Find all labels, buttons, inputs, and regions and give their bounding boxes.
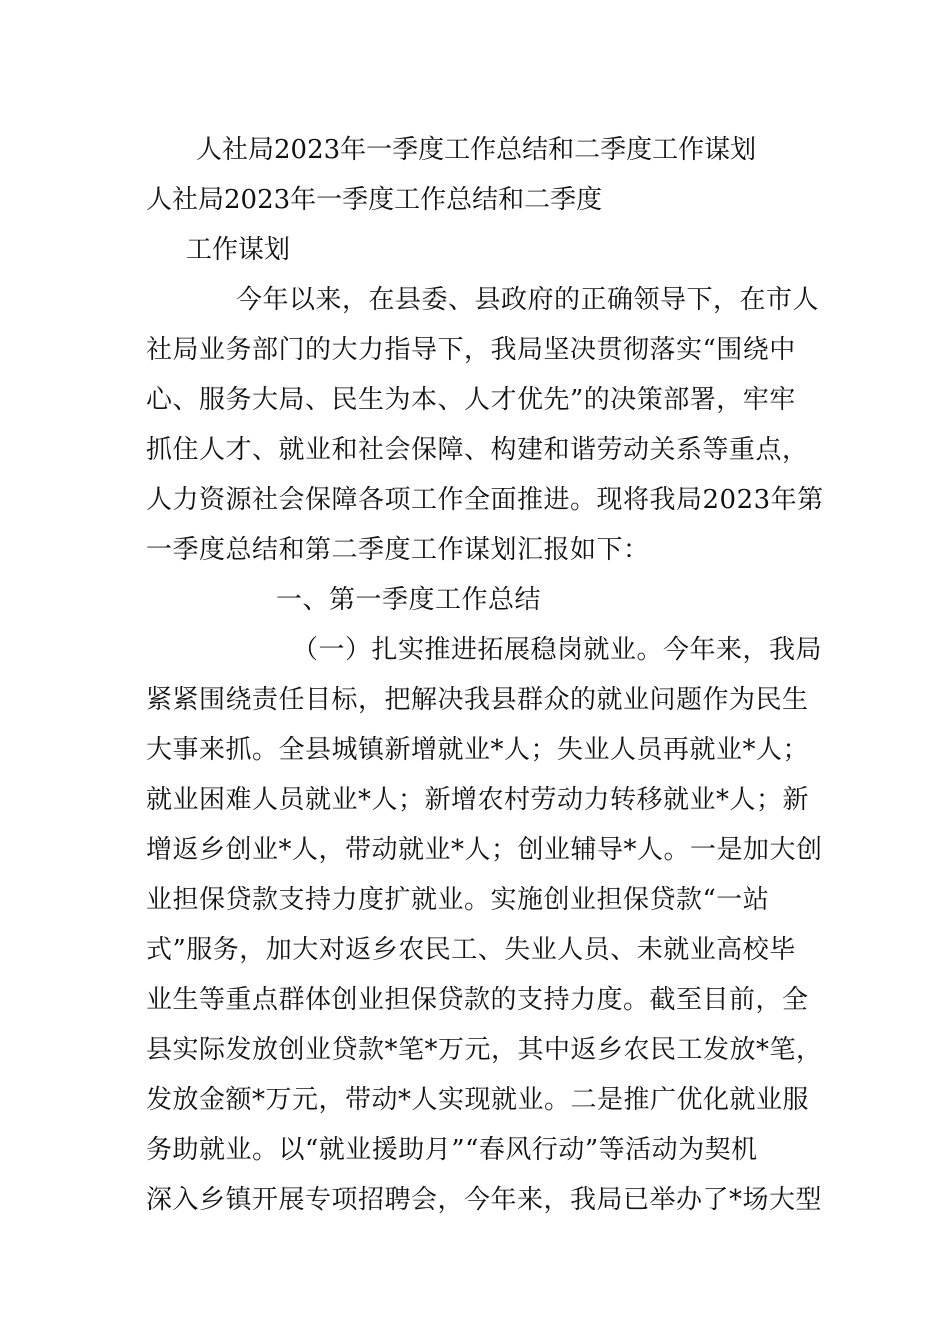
document-title: 人社局2023年一季度工作总结和二季度工作谋划 (196, 135, 757, 165)
intro-line: 社局业务部门的大力指导下，我局坚决贯彻落实“围绕中 (146, 335, 796, 365)
body-line: （一）扎实推进拓展稳岗就业。今年来，我局 (292, 635, 823, 665)
body-line: 业生等重点群体创业担保贷款的支持力度。截至目前，全 (146, 985, 809, 1015)
body-line: 式”服务，加大对返乡农民工、失业人员、未就业高校毕 (146, 935, 796, 965)
document-subtitle-line-1: 人社局2023年一季度工作总结和二季度 (146, 185, 603, 215)
intro-line: 今年以来，在县委、县政府的正确领导下，在市人 (236, 285, 820, 315)
body-line: 深入乡镇开展专项招聘会，今年来，我局已举办了*场大型 (146, 1185, 823, 1215)
body-line: 县实际发放创业贷款*笔*万元，其中返乡农民工发放*笔， (146, 1035, 823, 1065)
body-line: 务助就业。以“就业援助月”“春风行动”等活动为契机 (146, 1135, 758, 1165)
body-line: 就业困难人员就业*人；新增农村劳动力转移就业*人；新 (146, 785, 810, 815)
intro-line: 抓住人才、就业和社会保障、构建和谐劳动关系等重点， (146, 435, 809, 465)
body-line: 发放金额*万元，带动*人实现就业。二是推广优化就业服 (146, 1085, 810, 1115)
body-line: 增返乡创业*人，带动就业*人；创业辅导*人。一是加大创 (146, 835, 823, 865)
body-line: 业担保贷款支持力度扩就业。实施创业担保贷款“一站 (146, 885, 770, 915)
body-line: 紧紧围绕责任目标，把解决我县群众的就业问题作为民生 (146, 685, 809, 715)
document-subtitle-line-2: 工作谋划 (186, 235, 291, 265)
intro-line: 心、服务大局、民生为本、人才优先”的决策部署，牢牢 (146, 385, 796, 415)
body-line: 大事来抓。全县城镇新增就业*人；失业人员再就业*人； (146, 735, 810, 765)
intro-line: 人力资源社会保障各项工作全面推进。现将我局2023年第 (146, 485, 824, 515)
intro-line: 一季度总结和第二季度工作谋划汇报如下： (146, 535, 650, 565)
section-heading: 一、第一季度工作总结 (276, 585, 542, 615)
